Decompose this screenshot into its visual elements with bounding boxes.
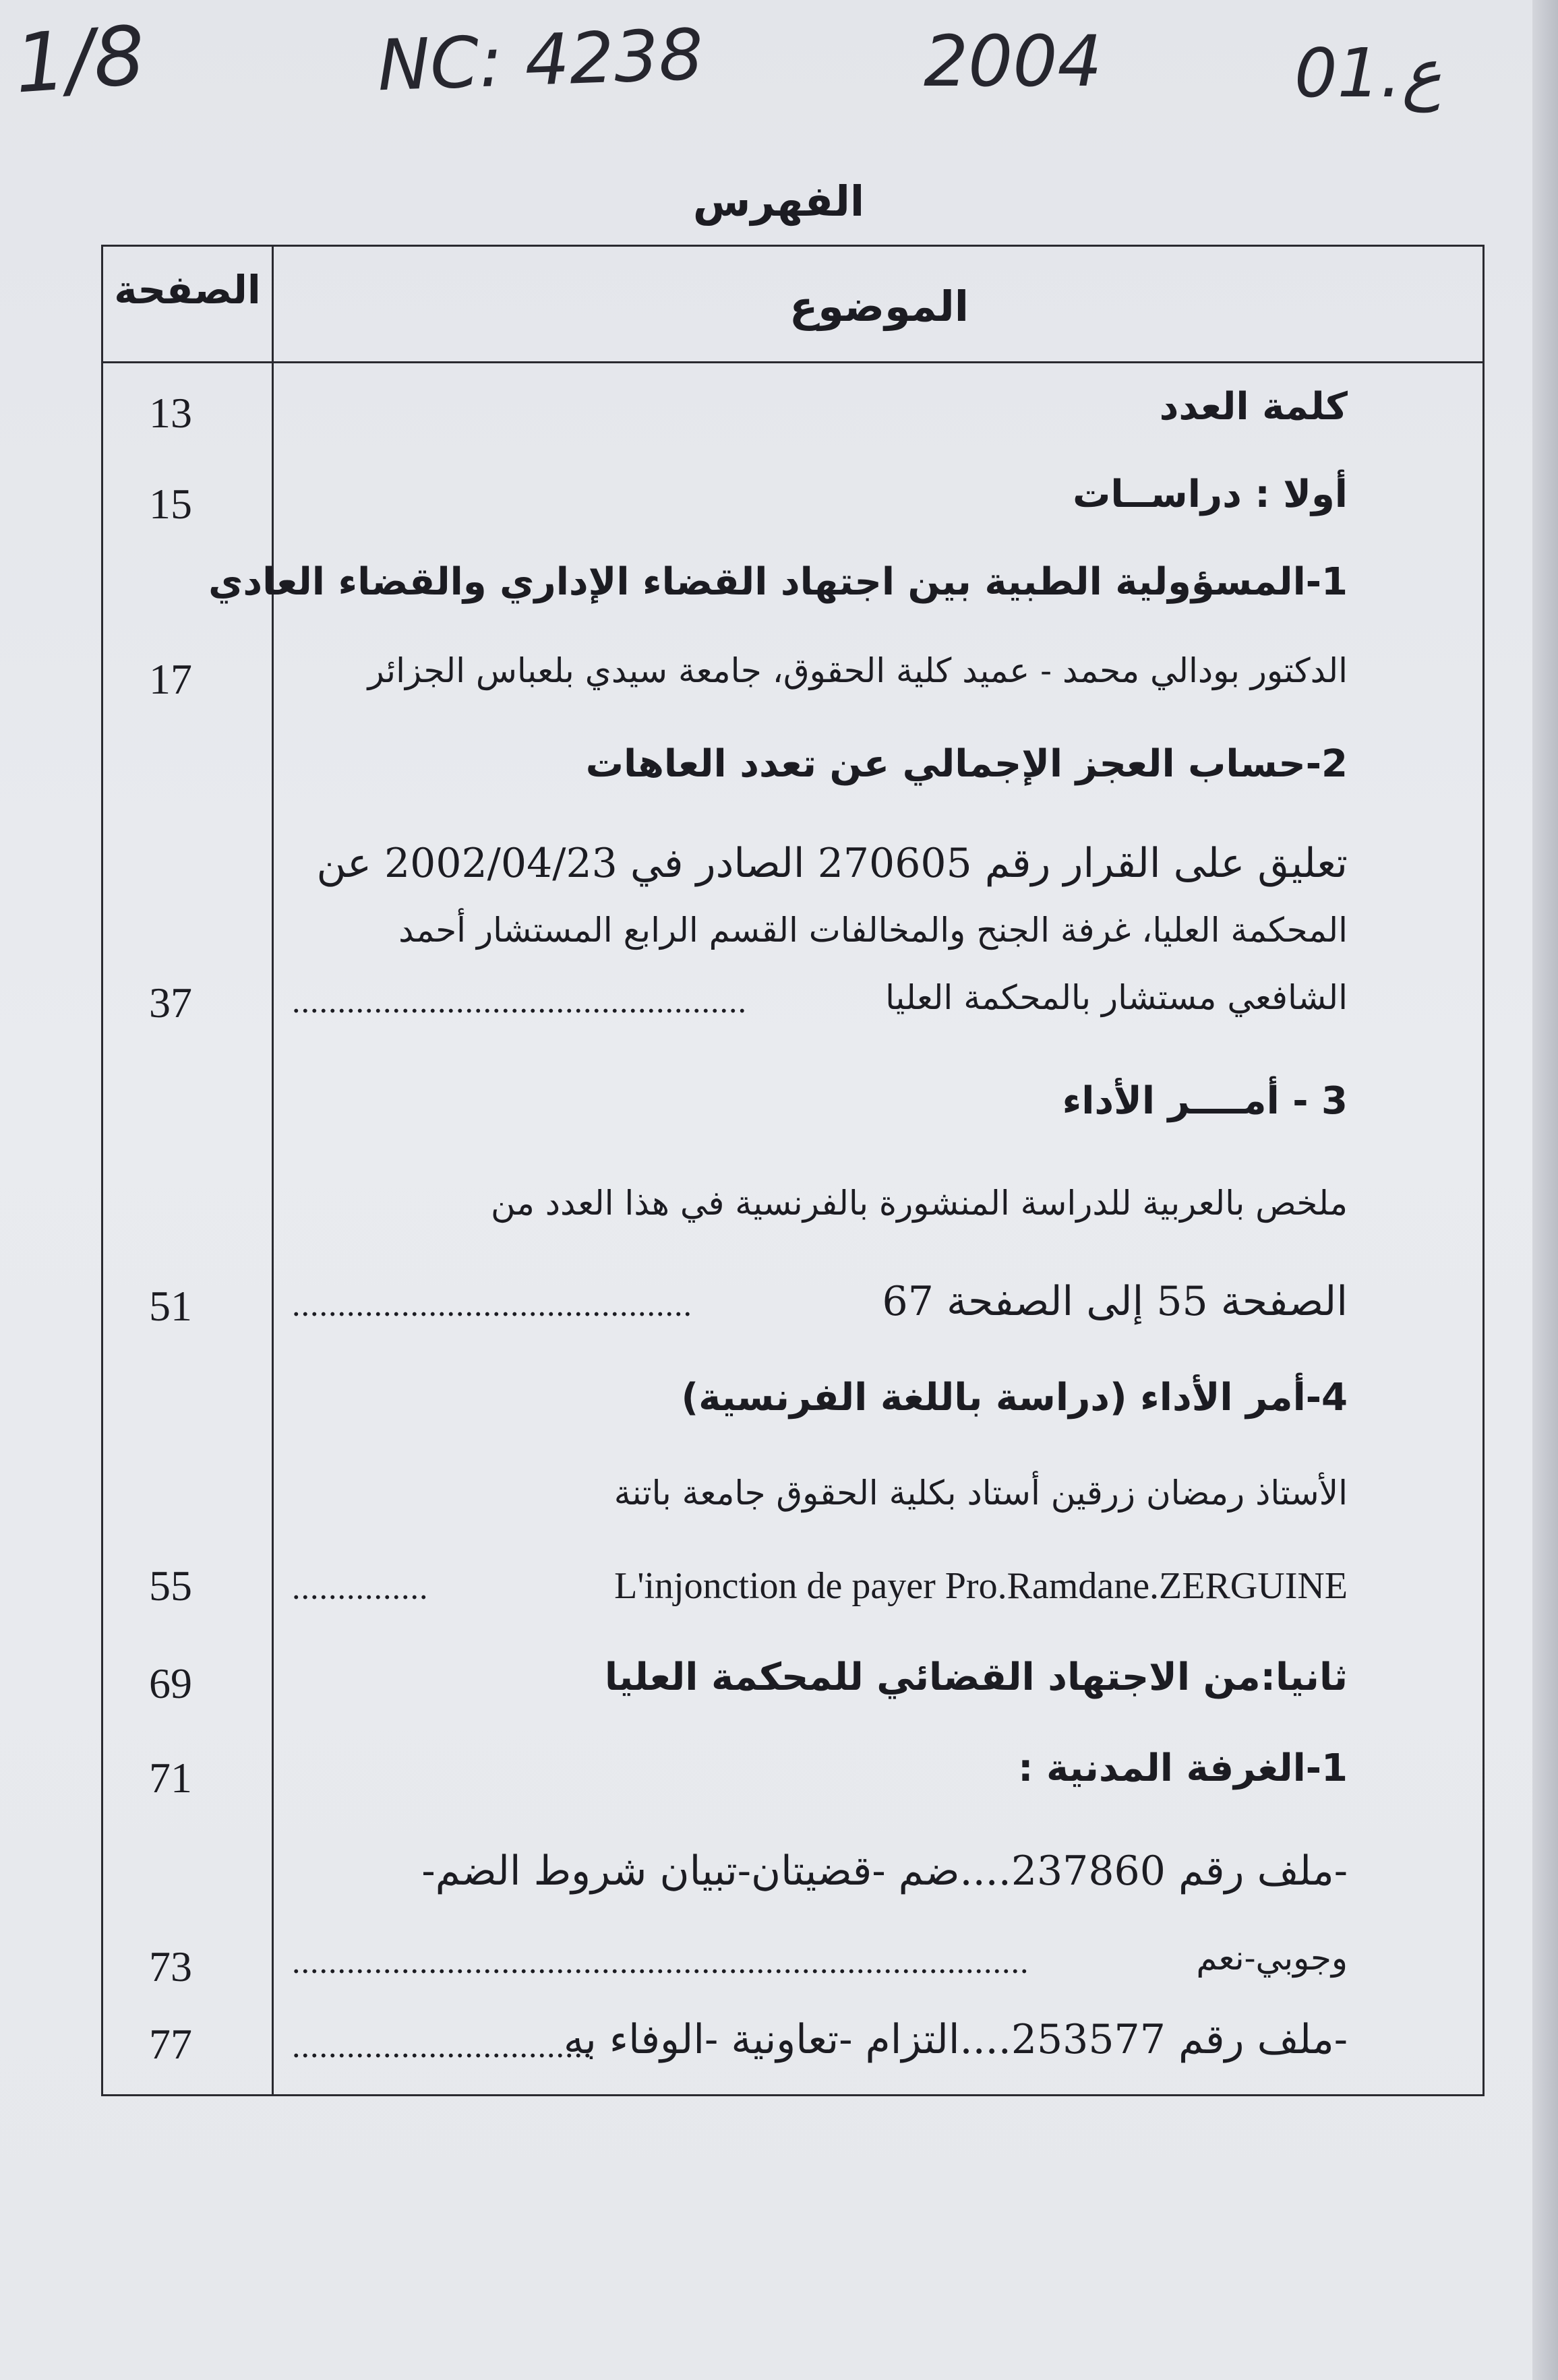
toc-entry-text: 3 - أمــــر الأداء [1062,1079,1348,1123]
toc-entry-page: 15 [149,480,192,528]
toc-entry-text: المحكمة العليا، غرفة الجنح والمخالفات القسم الرابع المستشار أحمد [398,911,1348,950]
toc-entry-page: 69 [149,1659,192,1707]
toc-entry-text: -ملف رقم 253577....التزام -تعاونية -الوفاء به [563,2016,1348,2063]
toc-entry-text: تعليق على القرار رقم 270605 الصادر في 2002/04/23 عن [316,840,1348,887]
handwritten-year: 2004 [924,20,1102,102]
handwritten-code: ع.01 [1294,34,1442,113]
toc-entry-text: كلمة العدد [1159,385,1348,429]
column-divider [272,247,274,2094]
toc-entry-text: الصفحة 55 إلى الصفحة 67 [882,1278,1348,1325]
toc-table [101,245,1485,2096]
toc-entry-text: 1-الغرفة المدنية : [1018,1746,1348,1790]
header-divider [103,361,1482,363]
toc-entry-text: الشافعي مستشار بالمحكمة العليا [885,978,1348,1017]
toc-entry-page: 55 [149,1562,192,1610]
toc-entry-page: 51 [149,1282,192,1330]
toc-entry-text: 4-أمر الأداء (دراسة باللغة الفرنسية) [681,1376,1348,1420]
handwritten-catalog-number: NC: 4238 [376,13,705,107]
toc-entry-page: 73 [149,1943,192,1990]
column-header-page: الصفحة [114,267,261,313]
toc-entry-text: 2-حساب العجز الإجمالي عن تعدد العاهات [585,742,1348,786]
toc-entry-page: 77 [149,2020,192,2068]
toc-entry-page: 13 [149,389,192,437]
toc-entry-text: وجوبي-نعم [1196,1939,1348,1978]
toc-entry-text: ثانيا:من الاجتهاد القضائي للمحكمة العليا [604,1655,1348,1699]
toc-title: الفهرس [692,177,865,226]
page-edge-shadow [1532,0,1558,2380]
toc-entry-text: -ملف رقم 237860....ضم -قضيتان-تبيان شروط الضم- [421,1848,1348,1895]
toc-entry-text: L'injonction de payer Pro.Ramdane.ZERGUINE [614,1565,1348,1607]
toc-entry-text: ملخص بالعربية للدراسة المنشورة بالفرنسية في هذا العدد من [491,1184,1348,1223]
toc-entry-text: الدكتور بودالي محمد - عميد كلية الحقوق، جامعة سيدي بلعباس الجزائر [367,651,1348,690]
toc-dot-leader: ................................. [292,2027,593,2065]
toc-dot-leader: ............................................ [292,1285,692,1323]
toc-dot-leader: .................................................. [292,982,747,1020]
column-header-subject: الموضوع [789,282,969,331]
toc-entry-page: 71 [149,1754,192,1802]
handwritten-page-count: 1/8 [11,9,148,112]
toc-dot-leader: ................................................................................. [292,1943,1029,1980]
toc-entry-page: 17 [149,655,192,703]
toc-dot-leader: ............... [292,1568,429,1606]
toc-entry-text: 1-المسؤولية الطبية بين اجتهاد القضاء الإداري والقضاء العادي [208,560,1348,604]
toc-entry-text: أولا : دراســات [1073,472,1348,516]
toc-entry-text: الأستاذ رمضان زرقين أستاد بكلية الحقوق جامعة باتنة [613,1473,1348,1513]
toc-entry-page: 37 [149,979,192,1027]
